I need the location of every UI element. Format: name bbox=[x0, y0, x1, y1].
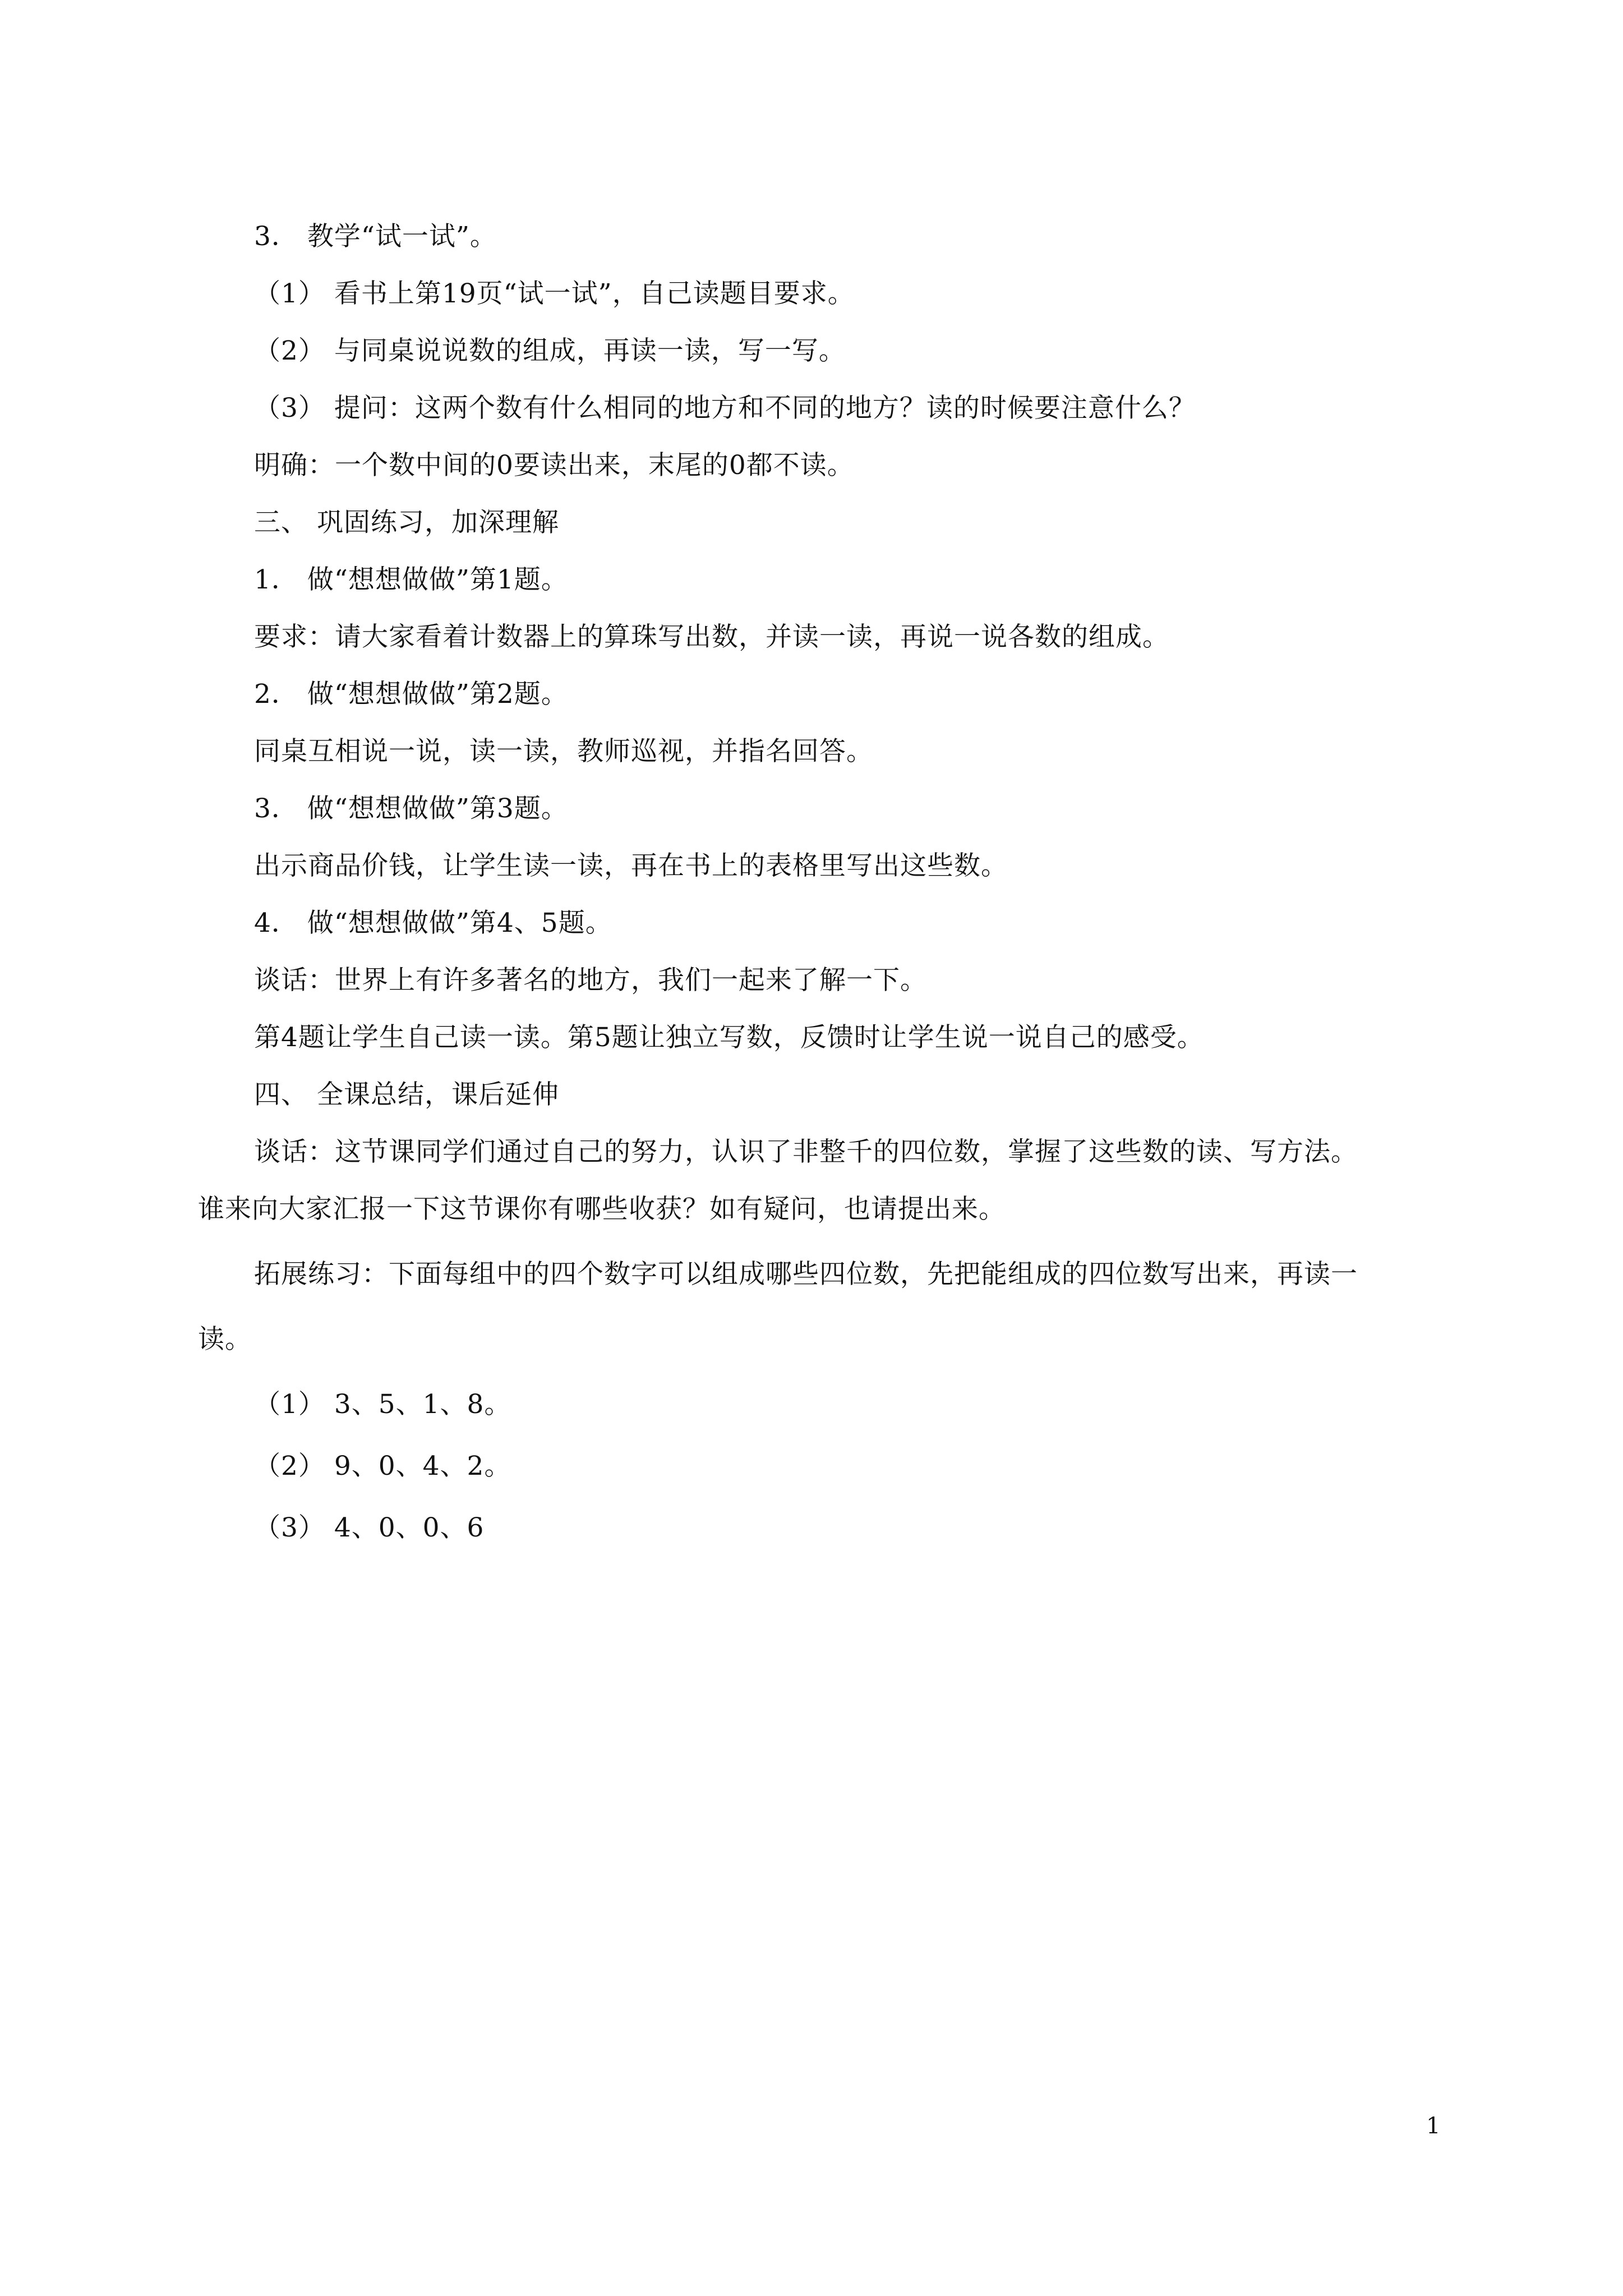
section-heading: 三、 巩固练习，加深理解 bbox=[254, 507, 559, 538]
text-line: 4． 做“想想做做”第4、5题。 bbox=[254, 908, 612, 938]
text-line: 3． 教学“试一试”。 bbox=[254, 221, 497, 252]
section-heading: 四、 全课总结，课后延伸 bbox=[254, 1079, 559, 1110]
text-line: 同桌互相说一说，读一读，教师巡视，并指名回答。 bbox=[254, 736, 873, 767]
text-line: 要求：请大家看着计数器上的算珠写出数，并读一读，再说一说各数的组成。 bbox=[254, 622, 1169, 652]
text-line: 谈话：世界上有许多著名的地方，我们一起来了解一下。 bbox=[254, 965, 927, 996]
text-line: 明确：一个数中间的0要读出来，末尾的0都不读。 bbox=[254, 450, 854, 481]
text-line: 3． 做“想想做做”第3题。 bbox=[254, 793, 568, 824]
list-item: （2） 9、0、4、2。 bbox=[254, 1451, 511, 1481]
text-line: 读。 bbox=[198, 1324, 252, 1355]
text-line: 拓展练习：下面每组中的四个数字可以组成哪些四位数，先把能组成的四位数写出来，再读一 bbox=[254, 1259, 1358, 1290]
text-line: 1． 做“想想做做”第1题。 bbox=[254, 564, 568, 595]
text-line: 出示商品价钱，让学生读一读，再在书上的表格里写出这些数。 bbox=[254, 850, 1008, 881]
list-item: （1） 3、5、1、8。 bbox=[254, 1389, 511, 1420]
list-item: （3） 4、0、0、6 bbox=[254, 1512, 485, 1543]
text-line: （3） 提问：这两个数有什么相同的地方和不同的地方？读的时候要注意什么？ bbox=[254, 393, 1196, 424]
text-line: 谁来向大家汇报一下这节课你有哪些收获？如有疑问，也请提出来。 bbox=[198, 1194, 1006, 1225]
text-line: （2） 与同桌说说数的组成，再读一读，写一写。 bbox=[254, 335, 846, 366]
text-line: 谈话：这节课同学们通过自己的努力，认识了非整千的四位数，掌握了这些数的读、写方法。 bbox=[254, 1137, 1358, 1167]
text-line: （1） 看书上第19页“试一试”，自己读题目要求。 bbox=[254, 278, 855, 309]
text-line: 2． 做“想想做做”第2题。 bbox=[254, 679, 568, 710]
text-line: 第4题让学生自己读一读。第5题让独立写数，反馈时让学生说一说自己的感受。 bbox=[254, 1022, 1204, 1053]
page-number: 1 bbox=[1426, 2113, 1441, 2139]
